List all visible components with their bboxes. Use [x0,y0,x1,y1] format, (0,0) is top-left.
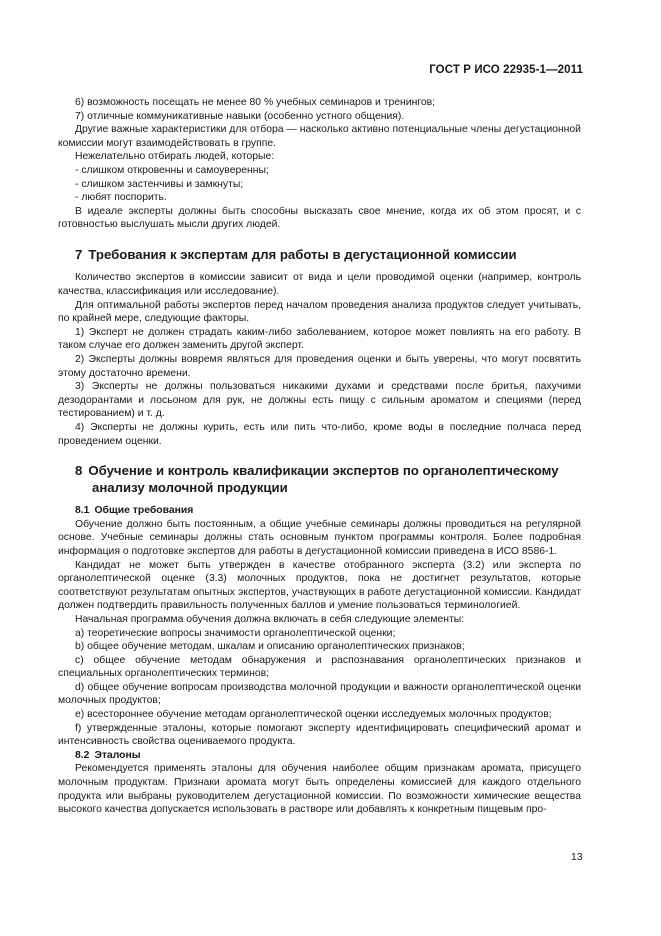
subsection-title: Общие требования [94,505,194,517]
section-number: 8 [75,463,83,479]
section-8-heading-cont [58,480,581,497]
paragraph: Нежелательно отбирать людей, которые: [75,151,275,163]
subsection-title: Эталоны [94,749,141,761]
paragraph: Кандидат не может быть утвержден в качестве отобранного эксперта (3.2) или эксперта по органолептической оценке (3.3) молочных продуктов, пока не достигнет результатов, которые соответствуют результатам опытных экспертов, участвующих в работе дегустационной комиссии. Кандидат должен подтвердить правильность полученных баллов и умение пользоваться терминологией. [58,559,581,612]
dash-item: - любят поспорить. [75,192,167,204]
subsection-number: 8.2 [75,749,90,761]
paragraph: Начальная программа обучения должна включать в себя следующие элементы: [75,613,465,625]
list-item: 6) возможность посещать не менее 80 % учебных семинаров и тренингов; [75,97,436,108]
document-body [58,96,581,817]
subsection-8-1-heading [58,504,581,518]
dash-item: - слишком застенчивы и замкнуты; [75,178,244,190]
dash-item: - слишком откровенны и самоуверенны; [75,164,269,176]
paragraph: Обучение должно быть постоянным, а общие учебные семинары должны проводиться на регулярной основе. Учебные семинары должны стать основным пунктом программы контроля. Более подробная информация о подготовке экспертов для работы в дегустационной комиссии приведена в ИСО 8586-1. [58,518,581,557]
document-header: ГОСТ Р ИСО 22935-1—2011 [429,64,583,76]
section-title-line2: анализу молочной продукции [92,479,288,495]
list-item: f) утвержденные эталоны, которые помогают эксперту идентифицировать специфический аромат и интенсивность свойства оцениваемого продукта. [58,722,581,748]
list-item: e) всестороннее обучение методам органолептической оценки исследуемых молочных продуктов; [75,709,552,721]
list-item: 4) Эксперты не должны курить, есть или пить что-либо, кроме воды в последние полчаса перед проведением оценки. [58,421,581,447]
list-item: 2) Эксперты должны вовремя являться для проведения оценки и быть уверены, что могут посвятить этому достаточно времени. [58,354,581,379]
section-title-line1: Обучение и контроль квалификации экспертов по органолептическому [88,463,559,479]
paragraph: В идеале эксперты должны быть способны высказать свое мнение, когда их об этом просят, и с готовностью выслушать мысли других людей. [58,205,581,231]
section-title: Требования к экспертам для работы в дегустационной комиссии [88,246,517,262]
list-item: 3) Эксперты не должны пользоваться никакими духами и средствами после бритья, пахучими дезодорантами и лосьоном для рук, не должны есть пищу с сильным ароматом и специями (перед тестированием) и т. д. [58,381,581,420]
subsection-number: 8.1 [75,505,90,517]
paragraph: Количество экспертов в комиссии зависит от вида и цели проводимой оценки (например, контроль качества, классификация или исследование). [58,272,581,298]
list-item: b) общее обучение методам, шкалам и описанию органолептических признаков; [75,641,465,653]
list-item: a) теоретические вопросы значимости органолептической оценки; [75,627,396,639]
section-8-heading [58,463,581,480]
subsection-8-2-heading [58,749,581,763]
list-item: d) общее обучение вопросам производства молочной продукции и важности органолептической оценки молочных продуктов; [58,681,581,707]
list-item: 7) отличные коммуникативные навыки (особенно устного общения). [75,110,405,122]
paragraph: Рекомендуется применять эталоны для обучения наиболее общим признакам аромата, присущего молочным продуктам. Признаки аромата могут быть определены комиссией для каждого отдельного продукта или выбраны руководителем дегустационной комиссии. По возможности химические вещества высокого качества допускается использовать в растворе или добавлять к конкретным пищевым про- [58,763,581,816]
list-item: c) общее обучение методам обнаружения и распознавания органолептических признаков и специальных органолептических терминов; [58,654,581,680]
section-number: 7 [75,246,83,262]
section-7-heading [58,247,581,264]
list-item: 1) Эксперт не должен страдать каким-либо заболеванием, которое может повлиять на его работу. В таком случае его должен заменить другой эксперт. [58,326,581,352]
paragraph: Другие важные характеристики для отбора — насколько активно потенциальные члены дегустационной комиссии могут взаимодействовать в группе. [58,124,581,149]
page-number: 13 [571,852,583,863]
paragraph: Для оптимальной работы экспертов перед началом проведения анализа продуктов следует учитывать, по крайней мере, следующие факторы. [58,299,581,325]
